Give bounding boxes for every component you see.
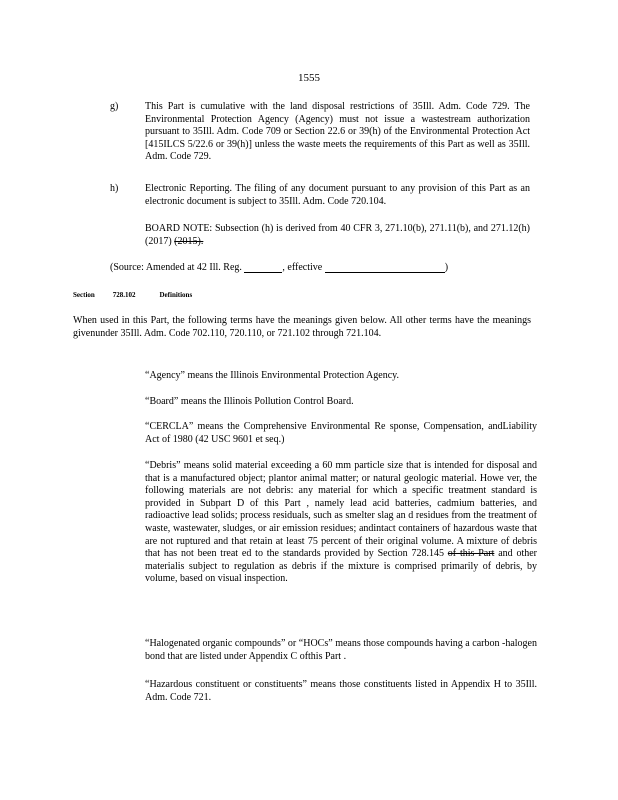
source-date-blank: [325, 262, 445, 273]
definition-hazardous: “Hazardous constituent or constituents” means those constituents listed in Appendix H to 35Ill. Adm. Code 721.: [145, 679, 537, 703]
definition-board: “Board” means the Illinois Pollution Control Board.: [145, 396, 354, 407]
source-note: [110, 262, 448, 273]
debris-struck-text: of this Part: [447, 548, 495, 560]
board-note: [145, 223, 530, 248]
section-heading: [73, 291, 192, 299]
source-middle: , effective: [282, 262, 323, 273]
debris-text-b: and other materialis subject to regulation as debris if the mixture is comprised primarily of debris, by volume, based on visual inspection.: [145, 548, 538, 585]
definition-agency: “Agency” means the Illinois Environmental Protection Agency.: [145, 370, 400, 381]
item-text: Electronic Reporting. The filing of any document pursuant to any provision of this Part as an electronic document is subject to 35Ill. Adm. Code 720.104.: [145, 183, 530, 207]
board-note-text: BOARD NOTE: Subsection (h) is derived from 40 CFR 3, 271.10(b), 271.11(b), and 271.12(h) (2017): [145, 223, 530, 247]
page-number: 1555: [298, 72, 320, 84]
board-note-struck: (2015).: [174, 235, 204, 247]
definition-debris: [145, 460, 537, 586]
intro-paragraph: When used in this Part, the following terms have the meanings given below. All other terms have the meanings givenunder 35Ill. Adm. Code 702.110, 720.110, or 721.102 through 721.104.: [73, 315, 531, 339]
section-label: Section: [73, 291, 95, 299]
source-reg-blank: [244, 262, 282, 273]
section-title: Definitions: [159, 291, 193, 299]
definition-hocs: “Halogenated organic compounds” or “HOCs” means those compounds having a carbon -halogen bond that are listed under Appendix C ofthis Part .: [145, 638, 537, 662]
item-label: h): [110, 183, 119, 194]
item-text: This Part is cumulative with the land disposal restrictions of 35Ill. Adm. Code 729. The Environmental Protection Agency (Agency) must not issue a wastestream authorization pursuant to 35Ill. Adm. Code 709 or Section 22.6 or 39(h) of the Environmental Protection Act [415ILCS 5/22.6 or 39(h)] unless the waste meets the requirements of this Part as well as 35Ill. Adm. Code 729.: [145, 101, 530, 163]
item-label: g): [110, 101, 119, 112]
definition-cercla: “CERCLA” means the Comprehensive Environmental Re sponse, Compensation, andLiability Act of 1980 (42 USC 9601 et seq.): [145, 421, 537, 445]
source-suffix: ): [444, 262, 449, 273]
section-number: 728.102: [112, 291, 136, 299]
source-prefix: (Source: Amended at 42 Ill. Reg.: [110, 262, 242, 273]
debris-text-a: “Debris” means solid material exceeding a 60 mm particle size that is intended for disposal and that is a manufactured object; plantor animal matter; or natural geologic material. Howe ver, the following materials are not debris: any material for which a specific treatment standard is provided in Subpart D of this Part , namely lead acid batteries, cadmium batteries, and radioactive lead solids; process residuals, such as smelter slag an d residues from the treatment of waste, wastewater, sludges, or air emission residues; andintact containers of hazardous waste that are not ruptured and that retain at least 75 percent of their original volume. A mixture of debris that has not been treat ed to the standards provided by Section 728.145: [145, 460, 537, 560]
